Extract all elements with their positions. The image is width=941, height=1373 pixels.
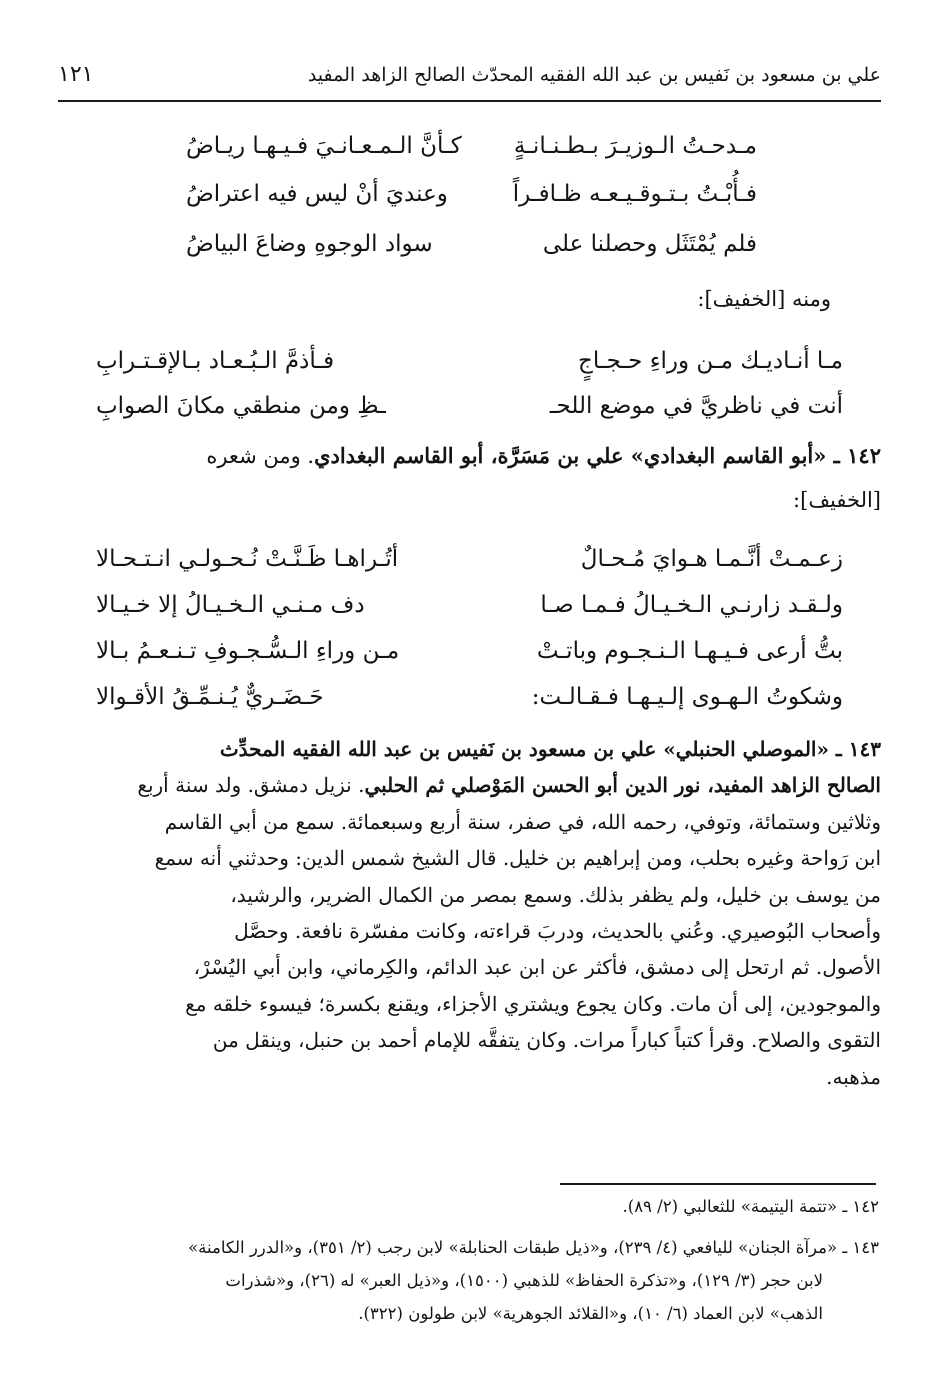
verse-row <box>186 222 757 266</box>
entry-143-text-line: التقوى والصلاح. وقرأ كتباً كباراً مرات. وكان يتفقَّه للإمام أحمد بن حنبل، وينقل من <box>212 1028 881 1053</box>
verse-row <box>96 675 843 719</box>
second-hemistich: فـأذمَّ الـبُـعـاد بـالإقـتـرابِ <box>96 348 335 374</box>
entry-143-text-line: وثلاثين وستمائة، وتوفي، رحمه الله، في صفر، سنة أربع وسبعمائة. سمع من أبي القاسم <box>164 809 881 834</box>
entry-142-name: ١٤٢ ـ «أبو القاسم البغدادي» علي بن مَسَرَّة، أبو القاسم البغدادي <box>314 443 881 468</box>
entry-143-text-line: مذهبه. <box>826 1064 881 1089</box>
second-hemistich: ـظِ ومن منطقي مكانَ الصوابِ <box>96 393 386 419</box>
verse-row <box>186 172 757 216</box>
footnote-143: ١٤٣ ـ «مرآة الجنان» لليافعي (٤/ ٢٣٩)، و«ذيل طبقات الحنابلة» لابن رجب (٢/ ٣٥١)، و«الدرر الكامنة» <box>188 1238 879 1257</box>
entry-143-text-line: وأصحاب البُوصيري. وعُني بالحديث، ودربَ قراءته، وكانت مفسّرة نافعة. وحصَّل <box>234 919 881 944</box>
verse-row <box>96 583 843 627</box>
second-hemistich: سواد الوجوهِ وضاعَ البياضُ <box>186 231 433 257</box>
first-hemistich: أنت في ناظريَّ في موضع اللحـ <box>549 393 843 419</box>
second-hemistich: وعنديَ أنْ ليس فيه اعتراضُ <box>186 181 448 207</box>
footnote-separator <box>560 1183 876 1185</box>
entry-143-name-line <box>58 767 881 803</box>
entry-143-text-line: الأصول. ثم ارتحل إلى دمشق، فأكثر عن ابن عبد الدائم، والكِرماني، وابن أبي اليُسْرْ، <box>193 955 881 980</box>
entry-143-name-rest: . نزيل دمشق. ولد سنة أربع <box>137 773 365 798</box>
entry-142-heading-rest: . ومن شعره <box>206 444 315 468</box>
first-hemistich: زعـمـتْ أنَّـمـا هـوايَ مُـحـالٌ <box>580 546 843 572</box>
entry-143-heading-line: ١٤٣ ـ «الموصلي الحنبلي» علي بن مسعود بن نَفيس بن عبد الله الفقيه المحدِّث <box>219 737 881 761</box>
entry-143-text-line: والموجودين، إلى أن مات. وكان يجوع ويشتري الأجزاء، ويقنع بكسرة؛ فيسوء خلقه مع <box>185 991 881 1016</box>
second-hemistich: مـن وراءِ الـسُّـجـوفِ تـنـعـمُ بـالا <box>96 638 400 664</box>
verse-row <box>96 339 843 383</box>
first-hemistich: ولـقـد زارنـي الـخـيـالُ فـمـا صـا <box>540 592 843 618</box>
first-hemistich: مـدحـتُ الـوزيـرَ بـطـنـانـةٍ <box>513 133 757 159</box>
entry-143-text-line: ابن رَواحة وغيره بحلب، ومن إبراهيم بن خليل. قال الشيخ شمس الدين: وحدثني أنه سمع <box>154 846 881 871</box>
meter-intro: ومنه [الخفيف]: <box>697 287 831 311</box>
footnote-143-continued: لابن حجر (٣/ ١٢٩)، و«تذكرة الحفاظ» للذهبي (١٥٠٠)، و«ذيل العبر» له (٢٦)، و«شذرات <box>225 1271 823 1290</box>
footnote-143-continued: الذهب» لابن العماد (٦/ ١٠)، و«القلائد الجوهرية» لابن طولون (٣٢٢). <box>358 1304 823 1323</box>
verse-row <box>96 629 843 673</box>
second-hemistich: كـأنَّ الـمـعـانـيَ فـيـهـا ريـاضُ <box>186 133 462 159</box>
verse-row <box>96 537 843 581</box>
entry-142-meter: [الخفيف]: <box>793 488 881 512</box>
second-hemistich: حَـضَـريٌّ يُـنـمِّـقُ الأقـوالا <box>96 684 324 710</box>
entry-143-body <box>58 731 881 1095</box>
first-hemistich: وشكوتُ الـهـوى إلـيـهـا فـقـالـت: <box>531 684 843 710</box>
second-hemistich: أتُـراهـا ظَـنَّـتْ نُـحـولـي انـتـحـالا <box>96 546 399 572</box>
running-header <box>58 60 881 102</box>
first-hemistich: فـأُبْـتُ بـتـوقـيـعـه ظـافـراً <box>512 181 757 207</box>
page-number: ١٢١ <box>58 62 94 87</box>
entry-143-text-line: من يوسف بن خليل، ولم يظفر بذلك. وسمع بمصر من الكمال الضرير، والرشيد، <box>230 882 881 907</box>
entry-142-heading <box>206 438 881 474</box>
running-title: علي بن مسعود بن نَفيس بن عبد الله الفقيه المحدّث الصالح الزاهد المفيد <box>307 64 881 86</box>
entry-143-name: الصالح الزاهد المفيد، نور الدين أبو الحسن المَوْصلي ثم الحلبي <box>364 773 881 798</box>
first-hemistich: بتُّ أرعى فـيـهـا الـنـجـوم وباتـتْ <box>536 638 843 664</box>
first-hemistich: مـا أنـاديـك مـن وراءِ حـجـاجٍ <box>578 348 843 374</box>
verse-row <box>186 124 757 168</box>
second-hemistich: دف مـنـي الـخـيـالُ إلا خـيـالا <box>96 592 365 618</box>
first-hemistich: فلم يُمْتَثَل وحصلنا على <box>542 231 757 257</box>
footnote-142: ١٤٢ ـ «تتمة اليتيمة» للثعالبي (٢/ ٨٩). <box>622 1197 879 1216</box>
verse-row <box>96 384 843 428</box>
